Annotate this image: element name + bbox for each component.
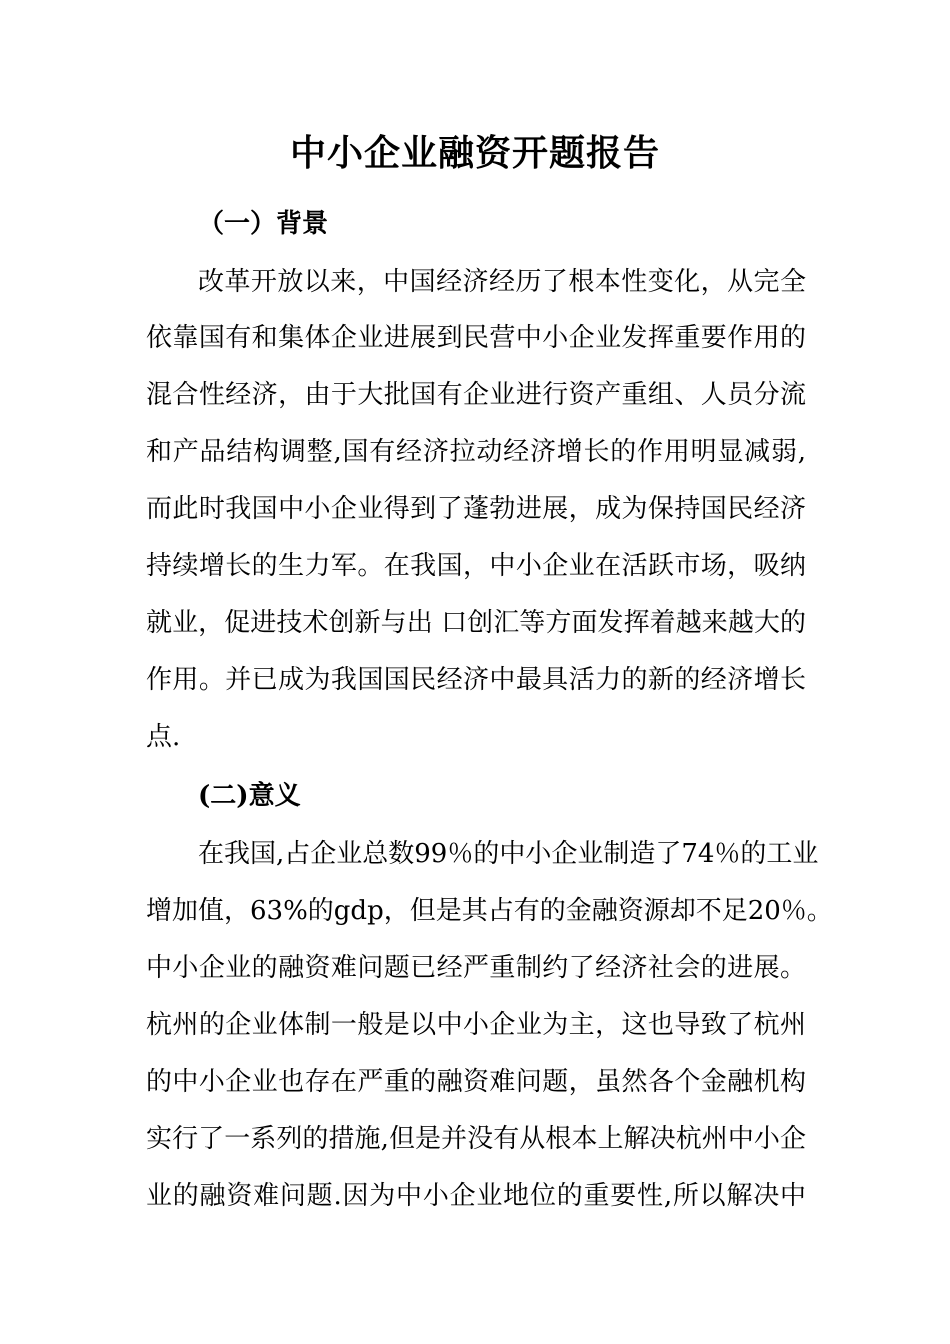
paragraph-line: 依靠国有和集体企业进展到民营中小企业发挥重要作用的 (146, 323, 806, 353)
paragraph-line: 增加值，63%的gdp，但是其占有的金融资源却不足20％。 (146, 896, 833, 926)
paragraph-line: 点. (146, 722, 181, 752)
paragraph-line: 杭州的企业体制一般是以中小企业为主，这也导致了杭州 (146, 1010, 806, 1040)
paragraph-line: 在我国,占企业总数99％的中小企业制造了74％的工业 (198, 839, 819, 869)
section-heading-significance: (二)意义 (198, 781, 301, 811)
paragraph-line: 实行了一系列的措施,但是并没有从根本上解决杭州中小企 (146, 1124, 806, 1154)
section-heading-background: （一）背景 (198, 209, 329, 239)
paragraph-line: 作用。并已成为我国国民经济中最具活力的新的经济增长 (146, 665, 806, 695)
paragraph-line: 中小企业的融资难问题已经严重制约了经济社会的进展。 (146, 953, 806, 983)
paragraph-line: 和产品结构调整,国有经济拉动经济增长的作用明显减弱, (146, 437, 806, 467)
paragraph-line: 混合性经济，由于大批国有企业进行资产重组、人员分流 (146, 380, 806, 410)
document-title: 中小企业融资开题报告 (289, 132, 660, 174)
paragraph-line: 持续增长的生力军。在我国，中小企业在活跃市场，吸纳 (146, 551, 806, 581)
paragraph-line: 的中小企业也存在严重的融资难问题，虽然各个金融机构 (146, 1067, 806, 1097)
paragraph-line: 改革开放以来，中国经济经历了根本性变化，从完全 (198, 267, 806, 297)
paragraph-line: 业的融资难问题.因为中小企业地位的重要性,所以解决中 (146, 1181, 806, 1211)
paragraph-line: 就业，促进技术创新与出 口创汇等方面发挥着越来越大的 (146, 608, 806, 638)
paragraph-line: 而此时我国中小企业得到了蓬勃进展，成为保持国民经济 (146, 494, 806, 524)
